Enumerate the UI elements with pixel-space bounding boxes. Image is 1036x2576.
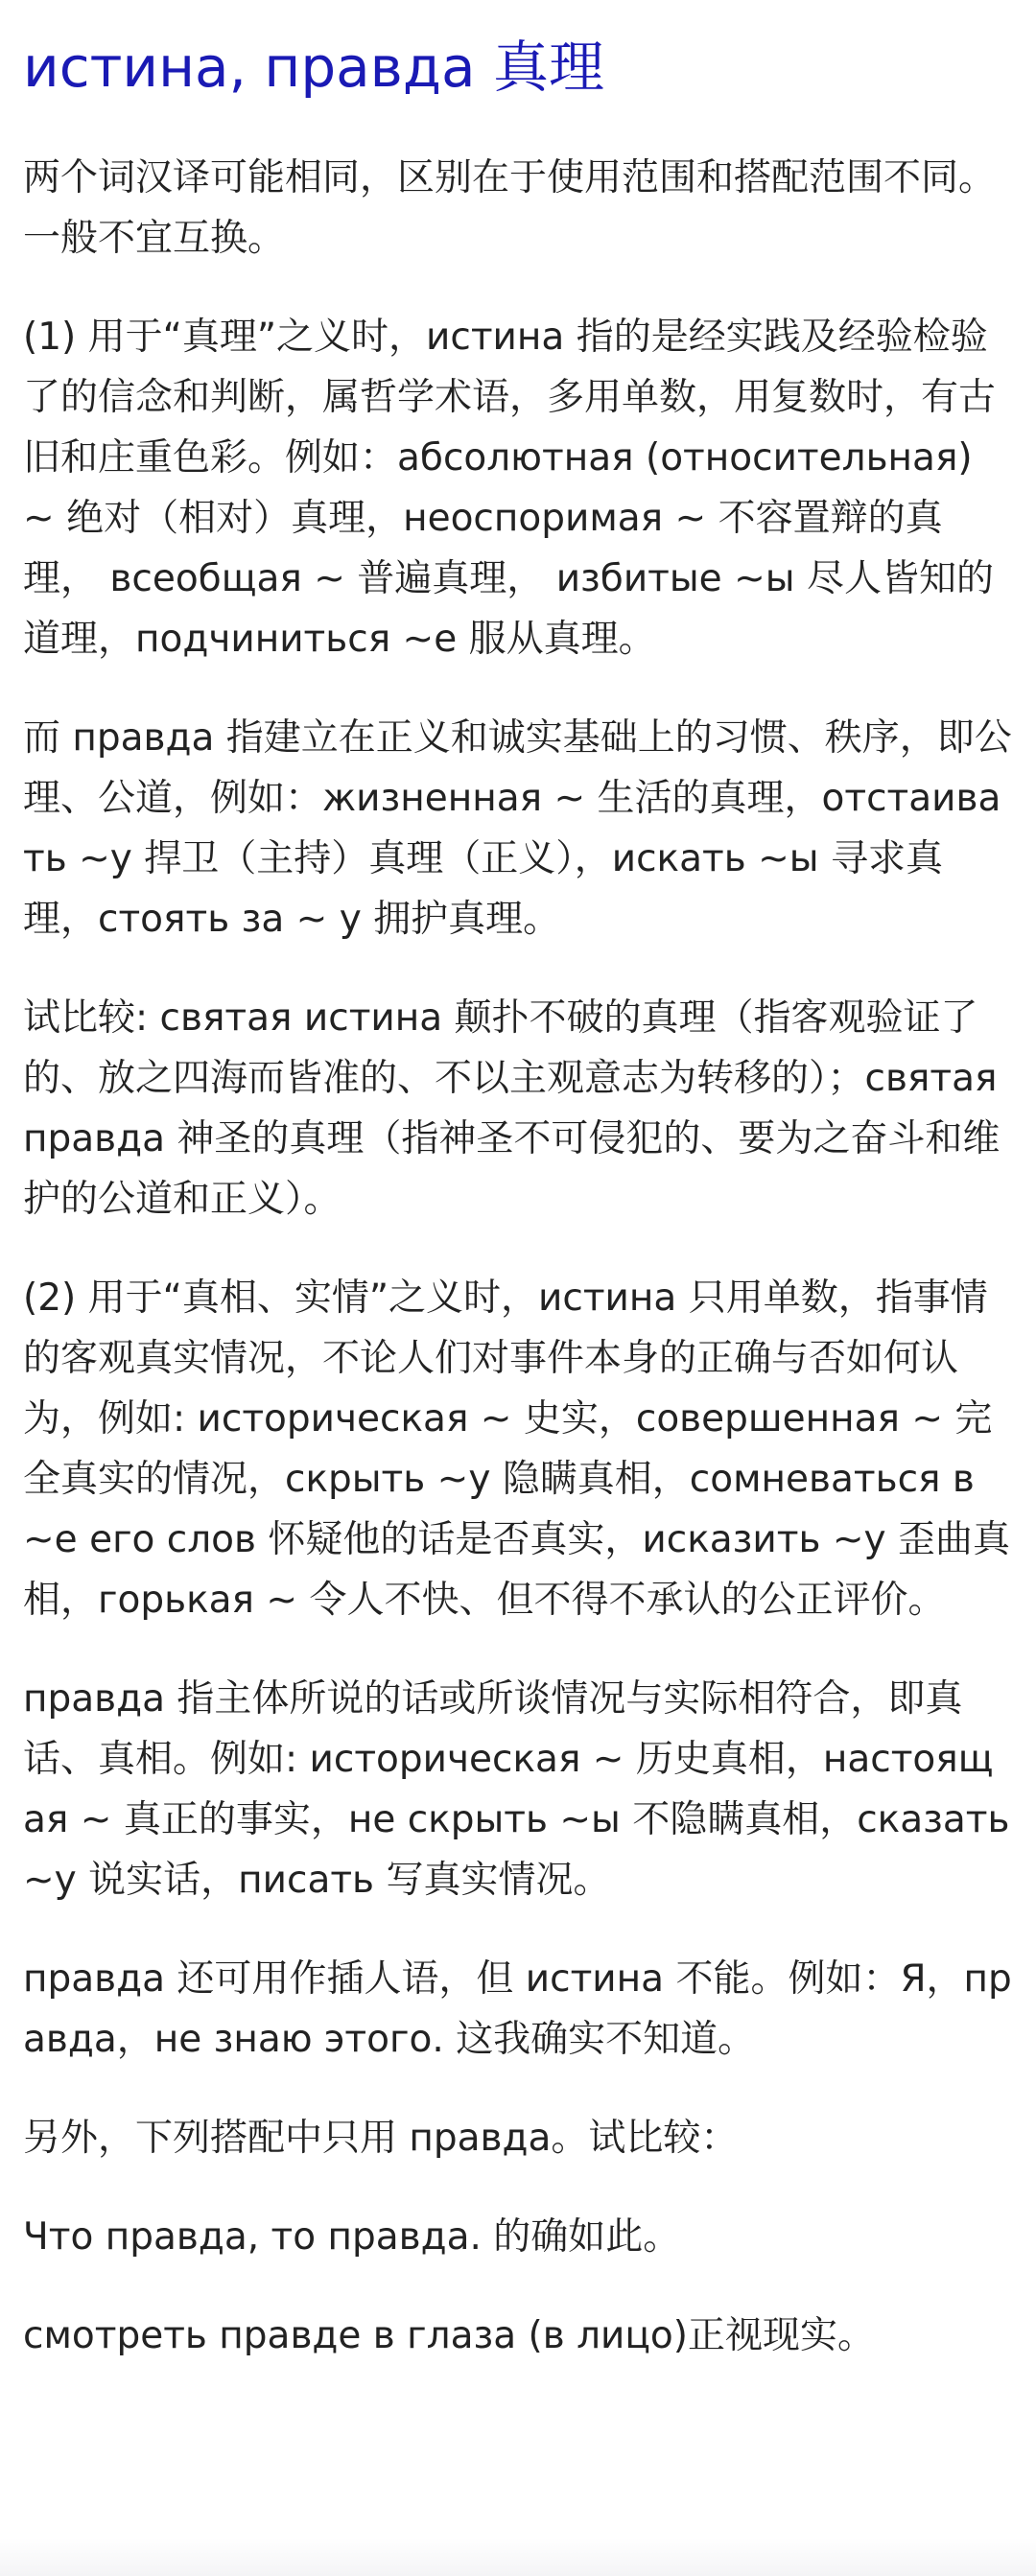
entry-title: истина, правда 真理 bbox=[23, 35, 604, 100]
sense-1-istina-paragraph: (1) 用于“真理”之义时，истина 指的是经实践及经验检验了的信念和判断，属哲学术语，多用单数，用复数时，有古旧和庄重色彩。例如：абсолютная (относительная) ~ 绝对（相对）真理，неоспоримая ~ 不容置辩的真理， всеобщая ~ 普遍真理， избитые ~ы 尽人皆知的道理，подчиниться ~е 服从真理。 bbox=[23, 316, 997, 661]
collocation-intro-paragraph: 另外，下列搭配中只用 правда。试比较： bbox=[23, 2117, 739, 2160]
comparison-paragraph: 试比较: святая истина 颠扑不破的真理（指客观验证了的、放之四海而皆准的、不以主观意志为转移的）；святая правда 神圣的真理（指神圣不可侵犯的、要为之奋斗和维护的公道和正义）。 bbox=[23, 996, 1001, 1221]
example-paragraph: смотреть правде в глаза (в лицо)正视现实。 bbox=[23, 2314, 876, 2357]
sense-2-pravda-paragraph: правда 指主体所说的话或所谈情况与实际相符合，即真话、真相。例如: историческая ~ 历史真相，настоящая ~ 真正的事实，не скрыть ~ы 不隐瞒真相，сказать ~у 说实话，писать 写真实情况。 bbox=[23, 1677, 1010, 1902]
sense-1-pravda-paragraph: 而 правда 指建立在正义和诚实基础上的习惯、秩序，即公理、公道，例如：жизненная ~ 生活的真理，отстаивать ~у 捍卫（主持）真理（正义），искать ~ы 寻求真理，стоять за ~ у 拥护真理。 bbox=[23, 716, 1012, 941]
intro-paragraph: 两个词汉译可能相同，区别在于使用范围和搭配范围不同。一般不宜互换。 bbox=[23, 156, 997, 260]
parenthetical-paragraph: правда 还可用作插人语，但 истина 不能。例如：Я，правда，не знаю этого. 这我确实不知道。 bbox=[23, 1957, 1012, 2061]
bottom-fade bbox=[0, 2538, 1036, 2576]
sense-2-istina-paragraph: (2) 用于“真相、实情”之义时，истина 只用单数，指事情的客观真实情况，不论人们对事件本身的正确与否如何认为，例如: историческая ~ 史实，совершенная ~ 完全真实的情况，скрыть ~у 隐瞒真相，сомневаться в ~е его слов 怀疑他的话是否真实，исказить ~у 歪曲真相，горькая ~ 令人不快、但不得不承认的公正评价。 bbox=[23, 1276, 1011, 1622]
example-paragraph: Что правда, то правда. 的确如此。 bbox=[23, 2215, 681, 2259]
